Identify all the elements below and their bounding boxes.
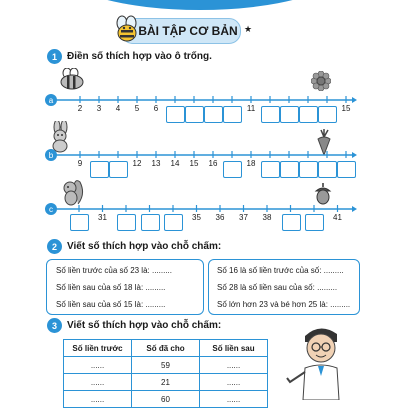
number-line-label: 4 xyxy=(115,104,121,113)
exercise-3-number: 3 xyxy=(47,318,62,333)
number-line-label: 6 xyxy=(153,104,159,113)
boy-character-icon xyxy=(285,322,360,400)
exercise-2-number: 2 xyxy=(47,239,62,254)
table-cell-blank[interactable]: ...... xyxy=(200,391,268,408)
table-cell-blank[interactable]: ...... xyxy=(200,374,268,391)
number-line-label: 37 xyxy=(239,213,248,222)
number-line-label: 5 xyxy=(134,104,140,113)
number-line-label: 36 xyxy=(215,213,225,222)
number-answer-box[interactable] xyxy=(261,161,280,178)
fill-in-line[interactable]: Số 16 là số liền trước của số: ......... xyxy=(217,266,344,275)
number-line-label: 31 xyxy=(98,213,107,222)
fill-in-line[interactable]: Số liền sau của số 18 là: ......... xyxy=(56,283,166,292)
number-line-label: 2 xyxy=(77,104,83,113)
number-answer-box[interactable] xyxy=(141,214,160,231)
number-answer-box[interactable] xyxy=(299,161,318,178)
table-header-cell: Số đã cho xyxy=(132,340,200,357)
number-answer-box[interactable] xyxy=(109,161,128,178)
fill-in-line[interactable]: Số lớn hơn 23 và bé hơn 25 là: ......... xyxy=(217,300,351,309)
number-line-label: 15 xyxy=(341,104,351,113)
fill-in-line[interactable]: Số liền sau của số 15 là: ......... xyxy=(56,300,166,309)
number-answer-box[interactable] xyxy=(305,214,324,231)
table-header-row xyxy=(64,340,268,357)
number-answer-box[interactable] xyxy=(164,214,183,231)
arrow-head-icon xyxy=(352,206,357,212)
table-row xyxy=(64,357,268,374)
table-cell: 60 xyxy=(132,391,200,408)
arrow-head-icon xyxy=(352,97,357,103)
table-cell-blank[interactable]: ...... xyxy=(64,374,132,391)
number-line-label: 15 xyxy=(189,159,199,168)
number-answer-box[interactable] xyxy=(204,106,223,123)
row-label-a: a xyxy=(45,94,57,106)
table-row xyxy=(64,391,268,408)
star-icon: ★ xyxy=(244,24,253,34)
number-answer-box[interactable] xyxy=(299,106,318,123)
number-answer-box[interactable] xyxy=(337,161,356,178)
number-answer-box[interactable] xyxy=(318,161,337,178)
number-table xyxy=(63,339,268,408)
exercise-2-right-box xyxy=(208,259,360,315)
table-cell-blank[interactable]: ...... xyxy=(200,357,268,374)
table-row xyxy=(64,374,268,391)
exercise-2-left-box xyxy=(46,259,204,315)
exercise-1-instruction: Điền số thích hợp vào ô trống. xyxy=(67,51,212,62)
row-label-b: b xyxy=(45,149,57,161)
number-answer-box[interactable] xyxy=(261,106,280,123)
number-line-label: 13 xyxy=(151,159,161,168)
number-answer-box[interactable] xyxy=(117,214,136,231)
number-line-label: 35 xyxy=(192,213,201,222)
number-answer-box[interactable] xyxy=(280,106,299,123)
number-answer-box[interactable] xyxy=(166,106,185,123)
exercise-2-instruction: Viết số thích hợp vào chỗ chấm: xyxy=(67,241,222,252)
number-line-label: 16 xyxy=(208,159,218,168)
exercise-1-number: 1 xyxy=(47,49,62,64)
exercise-3-instruction: Viết số thích hợp vào chỗ chấm: xyxy=(67,320,222,331)
number-answer-box[interactable] xyxy=(280,161,299,178)
number-line-label: 3 xyxy=(96,104,102,113)
number-answer-box[interactable] xyxy=(318,106,337,123)
number-line-label: 9 xyxy=(77,159,83,168)
page-title: BÀI TẬP CƠ BẢN xyxy=(138,24,238,38)
table-header-cell: Số liền sau xyxy=(200,340,268,357)
number-line-label: 41 xyxy=(333,213,342,222)
number-line-label: 12 xyxy=(132,159,142,168)
number-line-label: 18 xyxy=(246,159,256,168)
number-answer-box[interactable] xyxy=(90,161,109,178)
arrow-head-icon xyxy=(352,152,357,158)
number-answer-box[interactable] xyxy=(223,106,242,123)
fill-in-line[interactable]: Số 28 là số liền sau của số: ......... xyxy=(217,283,338,292)
number-answer-box[interactable] xyxy=(282,214,301,231)
fill-in-line[interactable]: Số liền trước của số 23 là: ......... xyxy=(56,266,172,275)
row-label-c: c xyxy=(45,203,57,215)
table-cell-blank[interactable]: ...... xyxy=(64,357,132,374)
number-line-label: 38 xyxy=(262,213,272,222)
table-header-cell: Số liền trước xyxy=(64,340,132,357)
table-cell: 21 xyxy=(132,374,200,391)
number-answer-box[interactable] xyxy=(70,214,89,231)
number-line-label: 14 xyxy=(170,159,180,168)
number-answer-box[interactable] xyxy=(223,161,242,178)
number-line-label: 11 xyxy=(246,104,256,113)
table-cell-blank[interactable]: ...... xyxy=(64,391,132,408)
number-answer-box[interactable] xyxy=(185,106,204,123)
table-cell: 59 xyxy=(132,357,200,374)
